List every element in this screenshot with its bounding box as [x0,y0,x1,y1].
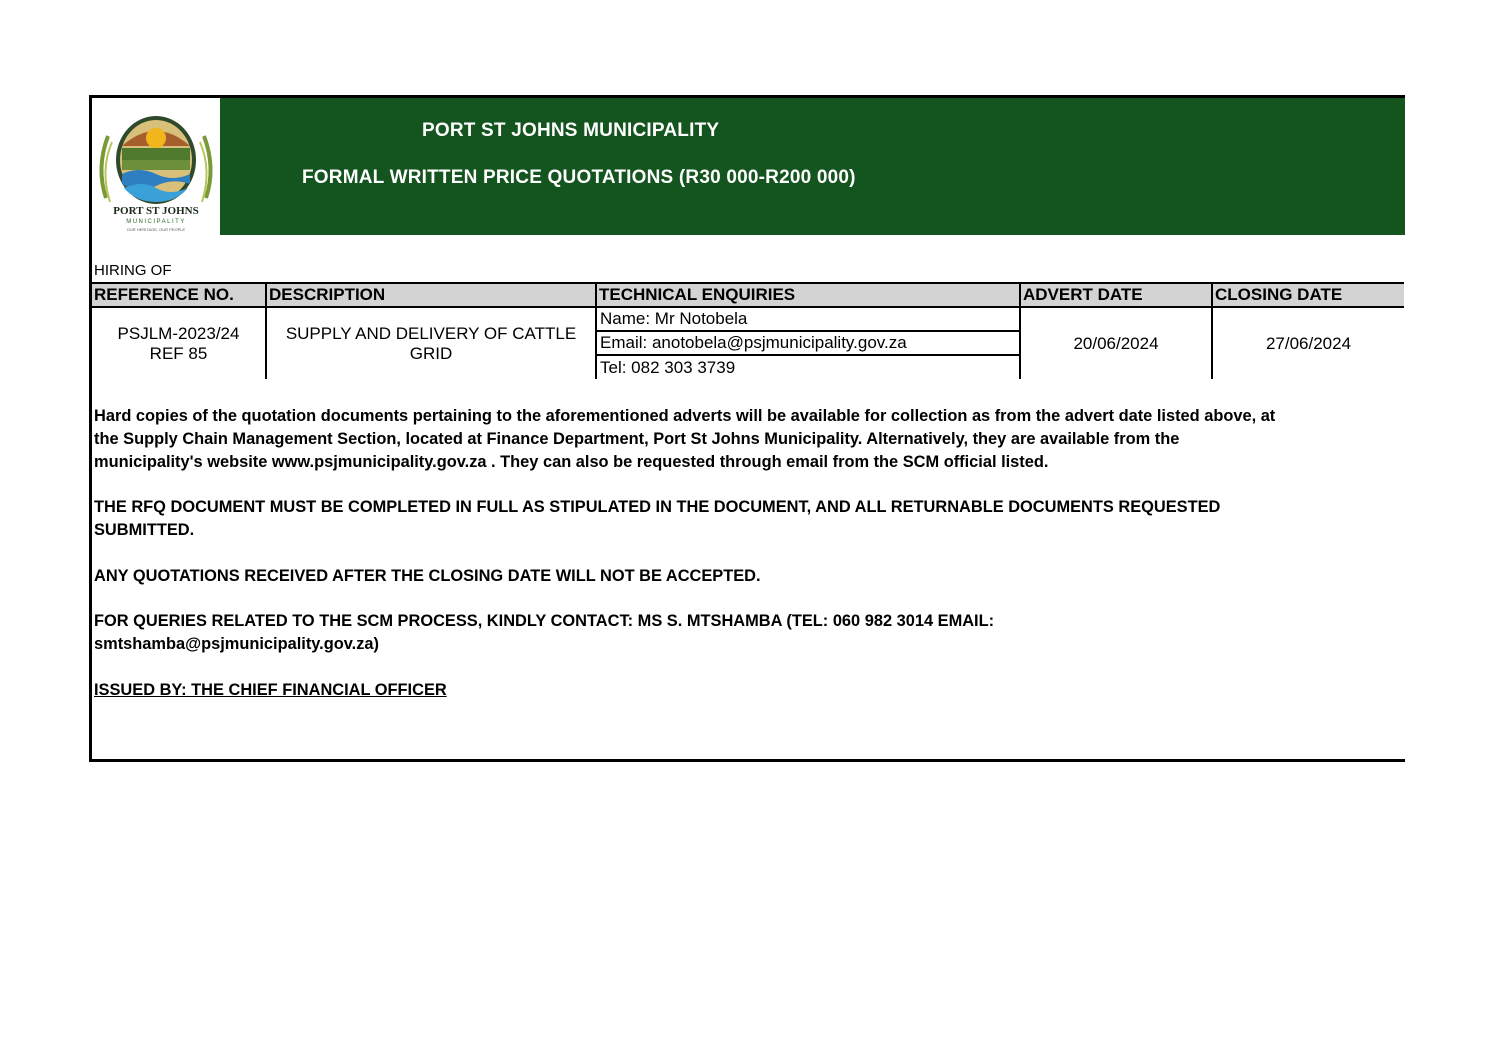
page-title: PORT ST JOHNS MUNICIPALITY [422,120,720,141]
header-advert-date: ADVERT DATE [1020,283,1212,307]
header-closing-date: CLOSING DATE [1212,283,1404,307]
logo-text: PORT ST JOHNS [113,205,199,217]
header-banner [220,98,1405,235]
tech-name: Name: Mr Notobela [596,307,1020,331]
notice-line: the Supply Chain Management Section, located at Finance Department, Port St Johns Municipality. Alternatively, they are available from the [94,430,1180,448]
description-line: SUPPLY AND DELIVERY OF CATTLE [285,323,577,343]
header-technical-enquiries: TECHNICAL ENQUIRIES [596,283,1020,307]
notice-line: smtshamba@psjmunicipality.gov.za) [94,635,379,653]
tech-email: Email: anotobela@psjmunicipality.gov.za [596,331,1020,355]
municipality-logo [92,98,220,235]
tech-tel: Tel: 082 303 3739 [596,355,1020,379]
notice-line: FOR QUERIES RELATED TO THE SCM PROCESS, KINDLY CONTACT: MS S. MTSHAMBA (TEL: 060 982 3014 EMAIL: [94,612,995,630]
notice-completion [94,496,1404,542]
page-subtitle: FORMAL WRITTEN PRICE QUOTATIONS (R30 000-R200 000) [302,167,856,188]
description-line: GRID [409,343,453,363]
notice-late: ANY QUOTATIONS RECEIVED AFTER THE CLOSING DATE WILL NOT BE ACCEPTED. [94,567,761,585]
quotation-table [92,282,1404,379]
description-cell [266,307,596,379]
notice-line: THE RFQ DOCUMENT MUST BE COMPLETED IN FULL AS STIPULATED IN THE DOCUMENT, AND ALL RETURNABLE DOCUMENTS REQUESTED [94,498,1221,516]
reference-line: PSJLM-2023/24 [117,323,240,343]
logo-motto: OUR HERITAGE, OUR PEOPLE [126,227,186,232]
header-reference: REFERENCE NO. [92,283,266,307]
logo-subtext: MUNICIPALITY [126,219,186,225]
reference-cell [92,307,266,379]
notice-line: Hard copies of the quotation documents pertaining to the aforementioned adverts will be available for collection as from the advert date listed above, at [94,407,1276,425]
reference-line: REF 85 [149,343,208,363]
closing-date: 27/06/2024 [1212,307,1404,379]
header-description: DESCRIPTION [266,283,596,307]
issued-by: ISSUED BY: THE CHIEF FINANCIAL OFFICER [94,681,447,699]
table-row [92,307,1404,331]
notice-queries [94,610,1404,656]
section-label: HIRING OF [94,262,172,279]
advert-date: 20/06/2024 [1020,307,1212,379]
table-header-row [92,283,1404,307]
notice-line: SUBMITTED. [94,521,195,539]
notice-collection [94,405,1404,474]
notice-line: municipality's website www.psjmunicipality.gov.za . They can also be requested through email from the SCM official listed. [94,453,1049,471]
